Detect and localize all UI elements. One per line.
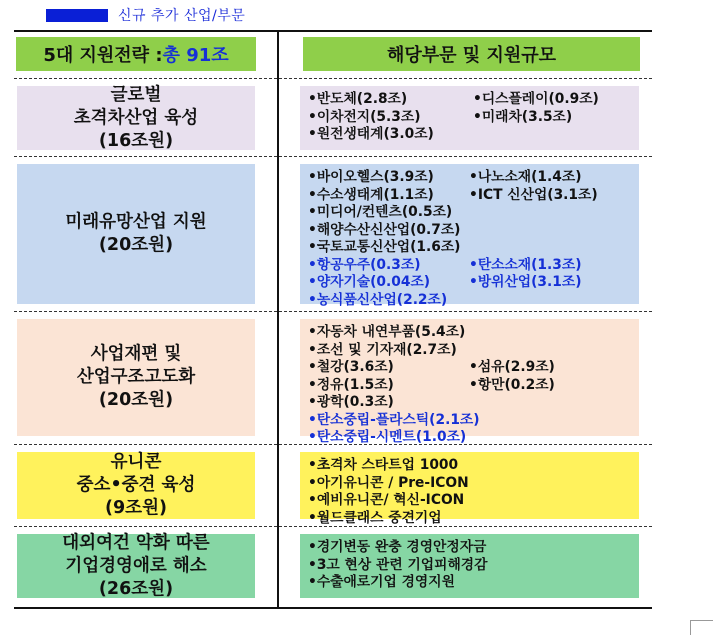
detail-line [308, 187, 631, 205]
detail-item: •예비유니콘/ 혁신-ICON [308, 492, 465, 508]
category-title-line: (20조원) [98, 235, 174, 255]
category-restructuring [17, 319, 255, 436]
strategy-header [16, 37, 256, 71]
detail-item-new: •농식품신산업(2.2조) [308, 291, 448, 308]
sector-header-label: 해당부문 및 지원규모 [386, 45, 557, 66]
category-global-tech [17, 86, 255, 150]
detail-line [308, 394, 631, 412]
detail-line [308, 557, 631, 575]
detail-line [308, 126, 631, 144]
detail-line [308, 257, 631, 275]
detail-item: •조선 및 기자재(2.7조) [308, 341, 457, 358]
details-global-tech [300, 86, 639, 150]
detail-item: •디스플레이(0.9조) [473, 91, 599, 107]
category-title-line: 글로벌 [110, 84, 162, 105]
legend-swatch [46, 9, 108, 22]
detail-line [308, 574, 631, 592]
category-future-industry [17, 164, 255, 304]
detail-line [308, 539, 631, 557]
strategy-header-total: 총 91조 [162, 45, 229, 66]
detail-line [308, 274, 631, 292]
detail-line [308, 412, 631, 430]
row-divider [14, 156, 652, 157]
detail-line [308, 204, 631, 222]
detail-line [308, 492, 631, 510]
sector-header [303, 37, 640, 71]
detail-item: •수소생태계(1.1조) [308, 186, 434, 203]
table-top-rule [14, 30, 652, 32]
category-title-line: (9조원) [105, 498, 167, 518]
details-unicorn [300, 452, 639, 526]
category-unicorn [17, 452, 255, 519]
detail-line [308, 342, 631, 360]
detail-item: •수출애로기업 경영지원 [308, 574, 455, 590]
corner-mark [690, 620, 713, 635]
category-title-line: 유니콘 [110, 452, 162, 472]
detail-item: •정유(1.5조) [308, 376, 394, 393]
details-restructuring [300, 319, 639, 445]
detail-item-new: •탄소중립-플라스틱(2.1조) [308, 411, 480, 428]
detail-item-new: •탄소중립-시멘트(1.0조) [308, 429, 467, 445]
category-title-line: 대외여건 악화 따른 [62, 532, 210, 553]
detail-item: •미디어/컨텐츠(0.5조) [308, 204, 453, 220]
detail-item-new: •항공우주(0.3조) [308, 256, 421, 273]
detail-item: •ICT 신산업(3.1조) [469, 186, 598, 203]
detail-item: •광학(0.3조) [308, 394, 394, 410]
detail-item: •월드클래스 중견기업 [308, 509, 442, 526]
strategy-header-label: 5대 지원전략 : [43, 45, 163, 66]
category-title-line: 미래유망산업 지원 [65, 212, 207, 232]
detail-item: •철강(3.6조) [308, 359, 394, 375]
row-divider [14, 311, 652, 312]
column-divider [277, 30, 279, 609]
detail-item: •자동차 내연부품(5.4조) [308, 324, 466, 340]
detail-item: •미래차(3.5조) [473, 108, 573, 125]
detail-item: •국토교통신산업(1.6조) [308, 239, 461, 255]
detail-item: •이차전지(5.3조) [308, 108, 421, 125]
details-future-industry [300, 164, 639, 308]
detail-item-new: •탄소소재(1.3조) [469, 256, 582, 273]
detail-line [308, 239, 631, 257]
legend-text: 신규 추가 산업/부문 [118, 8, 246, 24]
details-external-relief [300, 534, 639, 598]
category-title-line: (20조원) [98, 390, 174, 410]
detail-item: •섬유(2.9조) [469, 359, 555, 375]
category-title-line: (26조원) [98, 578, 174, 599]
legend [46, 4, 245, 26]
detail-line [308, 222, 631, 240]
category-title-line: 기업경영애로 해소 [65, 555, 207, 576]
detail-line [308, 109, 631, 127]
table-bottom-rule [14, 607, 652, 609]
category-title-line: 산업구조고도화 [76, 367, 196, 387]
detail-item: •바이오헬스(3.9조) [308, 169, 434, 185]
row-divider [14, 78, 652, 79]
detail-line [308, 429, 631, 447]
detail-item: •해양수산신산업(0.7조) [308, 221, 461, 238]
detail-item-new: •양자기술(0.04조) [308, 274, 431, 290]
detail-line [308, 292, 631, 310]
detail-item: •반도체(2.8조) [308, 91, 408, 107]
detail-item: •3고 현상 관련 기업피해경감 [308, 556, 488, 573]
detail-item: •아기유니콘 / Pre-ICON [308, 474, 469, 491]
detail-item-new: •방위산업(3.1조) [469, 274, 582, 290]
category-title-line: 사업재편 및 [90, 344, 182, 364]
category-external-relief [17, 534, 255, 598]
detail-item: •경기변동 완충 경영안정자금 [308, 539, 487, 555]
detail-line [308, 457, 631, 475]
category-title-line: 초격차산업 육성 [73, 107, 199, 128]
detail-line [308, 324, 631, 342]
detail-item: •나노소재(1.4조) [469, 169, 582, 185]
category-title-line: (16조원) [98, 130, 174, 151]
detail-item: •항만(0.2조) [469, 376, 555, 393]
detail-line [308, 475, 631, 493]
category-title-line: 중소•중견 육성 [76, 475, 196, 495]
detail-item: •원전생태계(3.0조) [308, 126, 434, 142]
detail-line [308, 377, 631, 395]
detail-item: •초격차 스타트업 1000 [308, 457, 459, 473]
detail-line [308, 169, 631, 187]
detail-line [308, 91, 631, 109]
detail-line [308, 359, 631, 377]
detail-line [308, 510, 631, 528]
